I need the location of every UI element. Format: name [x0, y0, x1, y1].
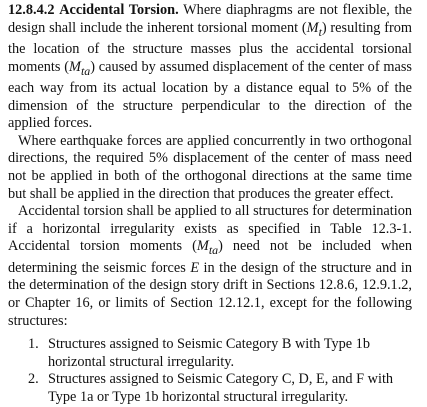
list-item-number: 1. [28, 336, 39, 353]
paragraph-text: ) caused by assumed displacement of the center of mass each way from its actual location by a distance equal to 5% of the dimension of the structure perpendicular to the direction of the applied forces. [8, 58, 412, 132]
paragraph-orthogonal-directions: Where earthquake forces are applied concurrently in two orthogonal directions, the required 5% displacement of the center of mass need not be applied in both of the orthogonal directions at the same time but shall be applied in the direction that produces the greater effect. [8, 132, 412, 202]
symbol-m: M [196, 238, 209, 255]
list-item [8, 336, 412, 371]
paragraph-text: ) resulting from the location of the structure masses plus the accidental torsional moments ( [8, 19, 413, 75]
list-item [8, 371, 412, 406]
subscript-t: t [318, 24, 322, 39]
paragraph-accidental-torsion-application [8, 203, 412, 330]
subscript-ta: ta [80, 63, 91, 78]
subscript-ta: ta [208, 243, 219, 258]
paragraph-text: Accidental torsion shall be applied to all structures for determination if a horizontal irregularity exists as specified in Table 12.3-1. Accidental torsion moments ( [8, 203, 412, 255]
exception-list [8, 336, 412, 406]
paragraph-text: ) need not be included when determining the seismic forces [8, 238, 412, 276]
symbol-e: E [190, 259, 200, 276]
paragraph-text: Where diaphragms are not flexible, the design shall include the inherent torsional moment ( [8, 2, 412, 36]
list-item-text: Structures assigned to Seismic Category B with Type 1b horizontal structural irregularity. [48, 336, 370, 370]
symbol-m: M [69, 58, 81, 75]
paragraph-accidental-torsion-definition [8, 2, 412, 133]
symbol-m: M [306, 19, 319, 36]
section-number: 12.8.4.2 [8, 2, 55, 18]
section-heading: Accidental Torsion. [59, 2, 179, 18]
list-item-number: 2. [28, 371, 39, 388]
document-page [8, 2, 412, 407]
paragraph-text: in the design of the structure and in the determination of the design story drift in Sections 12.8.6, 12.9.1.2, or Chapter 16, or limits of Section 12.12.1, except for the following structures: [8, 259, 413, 329]
list-item-text: Structures assigned to Seismic Category C, D, E, and F with Type 1a or Type 1b horizontal structural irregularity. [48, 371, 394, 406]
